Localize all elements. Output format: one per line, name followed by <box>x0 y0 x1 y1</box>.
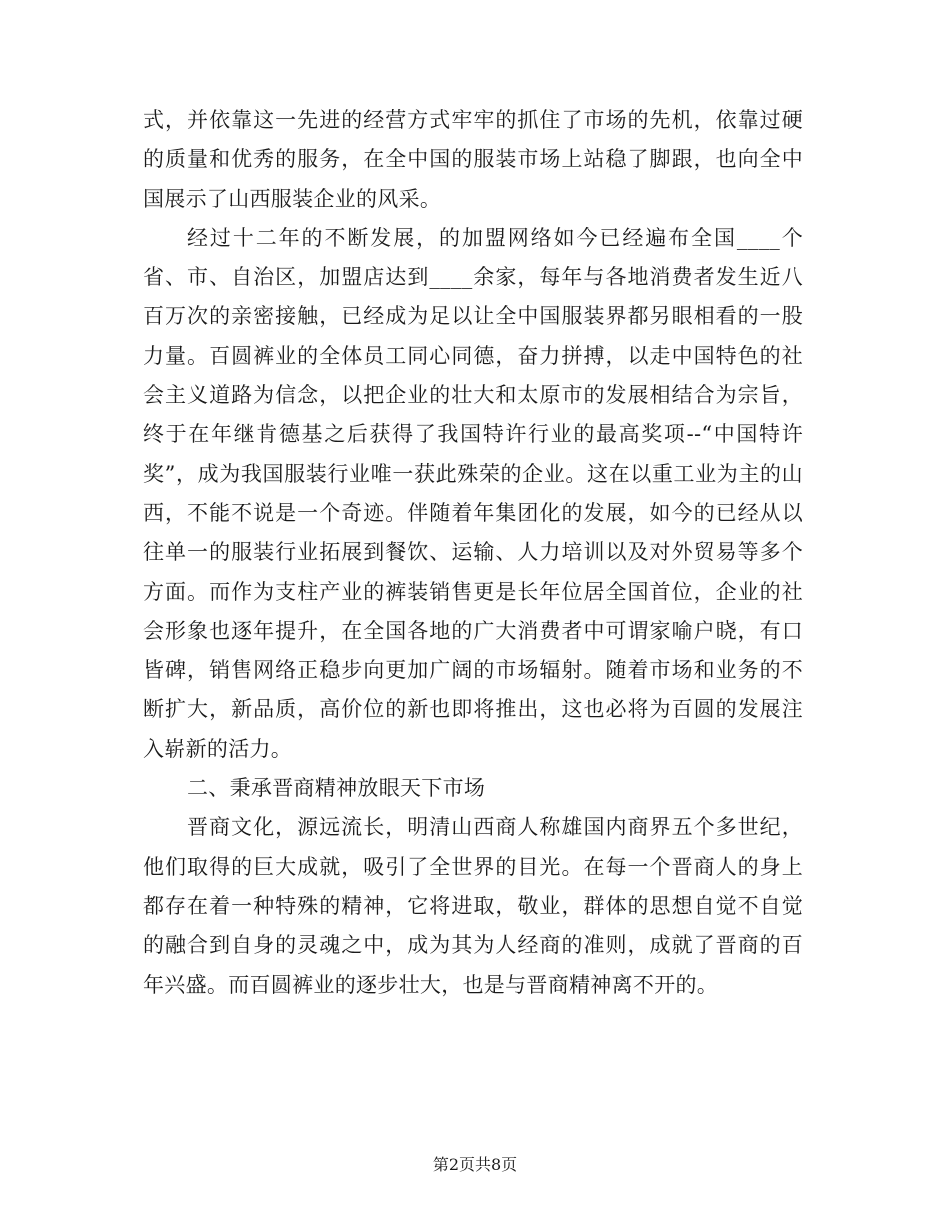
page-number-footer: 第2页共8页 <box>432 1155 518 1174</box>
document-body <box>143 101 803 1005</box>
paragraph-continuation: 式，并依靠这一先进的经营方式牢牢的抓住了市场的先机，依靠过硬的质量和优秀的服务，在全中国的服装市场上站稳了脚跟，也向全中国展示了山西服装企业的风采。 <box>143 108 803 211</box>
paragraph-development: 经过十二年的不断发展，的加盟网络如今已经遍布全国____个省、市、自治区，加盟店达到____余家，每年与各地消费者发生近八百万次的亲密接触，已经成为足以让全中国服装界都另眼相看的一股力量。百圆裤业的全体员工同心同德，奋力拼搏，以走中国特色的社会主义道路为信念，以把企业的壮大和太原市的发展相结合为宗旨，终于在年继肯德基之后获得了我国特许行业的最高奖项--“中国特许奖”，成为我国服装行业唯一获此殊荣的企业。这在以重工业为主的山西，不能不说是一个奇迹。伴随着年集团化的发展，如今的已经从以往单一的服装行业拓展到餐饮、运输、人力培训以及对外贸易等多个方面。而作为支柱产业的裤装销售更是长年位居全国首位，企业的社会形象也逐年提升，在全国各地的广大消费者中可谓家喻户晓，有口皆碑，销售网络正稳步向更加广阔的市场辐射。随着市场和业务的不断扩大，新品质，高价位的新也即将推出，这也必将为百圆的发展注入崭新的活力。 <box>143 225 803 761</box>
section-heading: 二、秉承晋商精神放眼天下市场 <box>187 776 486 801</box>
paragraph-jinshang-culture: 晋商文化，源远流长，明清山西商人称雄国内商界五个多世纪，他们取得的巨大成就，吸引了全世界的目光。在每一个晋商人的身上都存在着一种特殊的精神，它将进取，敬业，群体的思想自觉不自觉的融合到自身的灵魂之中，成为其为人经商的准则，成就了晋商的百年兴盛。而百圆裤业的逐步壮大，也是与晋商精神离不开的。 <box>143 815 803 997</box>
